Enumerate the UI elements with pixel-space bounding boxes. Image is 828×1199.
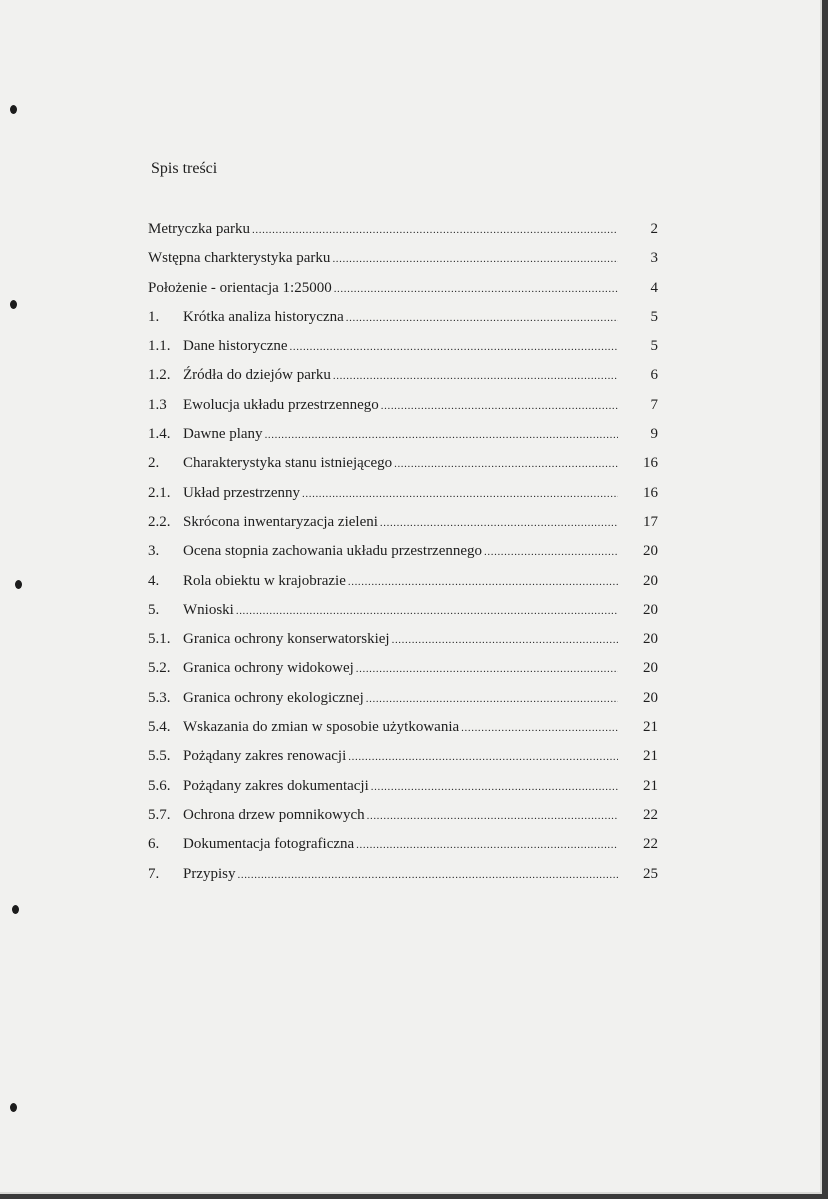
toc-entry (148, 511, 658, 540)
table-of-contents (148, 218, 658, 892)
toc-entry-page: 4 (650, 279, 658, 296)
toc-entry-page: 25 (643, 865, 658, 882)
toc-entry-page: 5 (650, 308, 658, 325)
toc-dot-leader (461, 717, 618, 739)
toc-entry (148, 394, 658, 423)
toc-dot-leader (252, 219, 618, 241)
toc-entry-label: Pożądany zakres dokumentacji (183, 777, 369, 794)
toc-entry (148, 833, 658, 862)
toc-entry-label: Granica ochrony widokowej (183, 660, 354, 677)
toc-entry (148, 364, 658, 393)
toc-dot-leader (381, 395, 618, 417)
toc-entry-label: Ocena stopnia zachowania układu przestrzennego (183, 543, 483, 560)
toc-entry-label: Rola obiektu w krajobrazie (183, 572, 346, 589)
toc-dot-leader (334, 278, 618, 300)
toc-entry-label: Dane historyczne (183, 338, 288, 355)
toc-entry-label: Przypisy (183, 865, 236, 882)
toc-entry-page: 16 (643, 455, 658, 472)
toc-entry (148, 599, 658, 628)
toc-dot-leader (392, 629, 618, 651)
punch-hole-mark (15, 580, 22, 589)
toc-entry-label: Dokumentacja fotograficzna (183, 836, 355, 853)
toc-entry-number: 1.3 (148, 396, 167, 413)
toc-entry (148, 423, 658, 452)
toc-dot-leader (484, 541, 618, 563)
scan-edge (822, 0, 828, 1199)
toc-entry (148, 804, 658, 833)
toc-entry-number: 2. (148, 455, 160, 472)
toc-dot-leader (356, 658, 618, 680)
toc-entry (148, 277, 658, 306)
toc-entry-label: Metryczka parku (148, 221, 251, 237)
toc-entry-number: 5.7. (148, 806, 171, 823)
toc-entry-label: Dawne plany (183, 426, 263, 443)
toc-dot-leader (333, 365, 618, 387)
toc-entry-label: Ochrona drzew pomnikowych (183, 806, 365, 823)
toc-entry-page: 20 (643, 543, 658, 560)
toc-dot-leader (265, 424, 618, 446)
toc-entry-number: 5.1. (148, 631, 171, 648)
toc-entry-number: 1.4. (148, 426, 171, 443)
toc-entry-label: Wskazania do zmian w sposobie użytkowania (183, 719, 460, 736)
toc-entry-page: 2 (650, 221, 658, 237)
toc-entry-number: 5.5. (148, 748, 171, 765)
toc-entry-page: 20 (643, 601, 658, 618)
toc-dot-leader (356, 834, 618, 856)
toc-entry (148, 452, 658, 481)
toc-entry-page: 20 (643, 660, 658, 677)
toc-entry-page: 21 (643, 777, 658, 794)
toc-entry-number: 1. (148, 308, 160, 325)
toc-entry-label: Granica ochrony konserwatorskiej (183, 631, 390, 648)
toc-entry-page: 21 (643, 748, 658, 765)
toc-entry-page: 22 (643, 836, 658, 853)
toc-dot-leader (346, 307, 618, 329)
toc-dot-leader (332, 248, 618, 270)
toc-entry-number: 5.4. (148, 719, 171, 736)
toc-entry-number: 4. (148, 572, 160, 589)
punch-hole-mark (10, 300, 17, 309)
toc-entry-number: 5.2. (148, 660, 171, 677)
toc-entry-page: 6 (650, 367, 658, 384)
toc-entry-label: Skrócona inwentaryzacja zieleni (183, 513, 378, 530)
toc-dot-leader (380, 512, 618, 534)
toc-entry-number: 6. (148, 836, 160, 853)
toc-entry-number: 5. (148, 601, 160, 618)
toc-entry (148, 218, 658, 247)
toc-entry (148, 745, 658, 774)
toc-dot-leader (290, 336, 618, 358)
toc-entry-label: Wstępna charkterystyka parku (148, 250, 331, 267)
toc-entry-number: 1.2. (148, 367, 171, 384)
toc-entry-number: 2.1. (148, 484, 171, 501)
scan-edge (0, 1194, 828, 1199)
toc-entry-number: 5.6. (148, 777, 171, 794)
toc-dot-leader (238, 864, 619, 886)
toc-entry (148, 657, 658, 686)
toc-entry-label: Położenie - orientacja 1:25000 (148, 279, 332, 296)
toc-entry-page: 16 (643, 484, 658, 501)
toc-entry-label: Źródła do dziejów parku (183, 367, 331, 384)
toc-entry-page: 20 (643, 689, 658, 706)
toc-dot-leader (394, 453, 618, 475)
toc-entry-page: 22 (643, 806, 658, 823)
toc-entry-label: Krótka analiza historyczna (183, 308, 344, 325)
toc-entry-page: 7 (650, 396, 658, 413)
toc-dot-leader (348, 746, 618, 768)
toc-entry-number: 7. (148, 865, 160, 882)
punch-hole-mark (12, 905, 19, 914)
toc-entry (148, 540, 658, 569)
toc-entry-page: 17 (643, 513, 658, 530)
toc-entry-label: Ewolucja układu przestrzennego (183, 396, 379, 413)
toc-entry-page: 3 (650, 250, 658, 267)
toc-dot-leader (367, 805, 618, 827)
toc-entry-label: Charakterystyka stanu istniejącego (183, 455, 393, 472)
page-title: Spis treści (151, 160, 218, 177)
toc-entry-page: 9 (650, 426, 658, 443)
punch-hole-mark (10, 105, 17, 114)
toc-entry-page: 20 (643, 572, 658, 589)
toc-dot-leader (236, 600, 618, 622)
toc-entry-label: Granica ochrony ekologicznej (183, 689, 364, 706)
toc-entry (148, 716, 658, 745)
toc-entry (148, 306, 658, 335)
toc-entry-label: Układ przestrzenny (183, 484, 301, 501)
toc-dot-leader (348, 571, 618, 593)
toc-entry-number: 5.3. (148, 689, 171, 706)
toc-entry (148, 335, 658, 364)
toc-entry (148, 570, 658, 599)
punch-hole-mark (10, 1103, 17, 1112)
toc-entry-page: 5 (650, 338, 658, 355)
toc-entry (148, 628, 658, 657)
toc-entry-label: Pożądany zakres renowacji (183, 748, 347, 765)
toc-dot-leader (366, 688, 618, 710)
toc-entry-label: Wnioski (183, 601, 234, 618)
toc-dot-leader (302, 483, 618, 505)
toc-entry-number: 2.2. (148, 513, 171, 530)
toc-entry (148, 775, 658, 804)
toc-entry-number: 3. (148, 543, 160, 560)
toc-entry-number: 1.1. (148, 338, 171, 355)
toc-entry-page: 20 (643, 631, 658, 648)
toc-entry (148, 863, 658, 892)
toc-entry (148, 482, 658, 511)
toc-entry (148, 247, 658, 276)
toc-entry-page: 21 (643, 719, 658, 736)
toc-entry (148, 687, 658, 716)
toc-dot-leader (371, 776, 618, 798)
